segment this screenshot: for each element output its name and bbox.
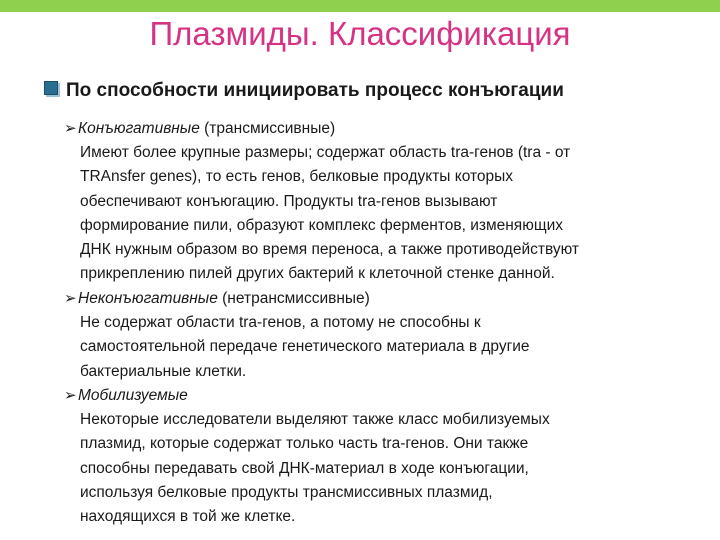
item-term: Конъюгативные <box>78 120 200 137</box>
section-heading-text: По способности инициировать процесс конъюгации <box>66 80 564 101</box>
item-paren: (нетрансмиссивные) <box>217 290 370 307</box>
item-text: Не содержат области tra-генов, а потому не способны к самостоятельной передаче генетического материала в другие бактериальные клетки. <box>80 314 530 380</box>
item-text: Некоторые исследователи выделяют также класс мобилизуемых плазмид, которые содержат только часть tra-генов. Они также способны передавать свой ДНК-материал в ходе конъюгации, используя белковые продукты трансмиссивных плазмид, находящихся в той же клетке. <box>80 411 550 526</box>
item-term: Мобилизуемые <box>78 387 188 404</box>
arrow-bullet-icon: ➢ <box>64 387 77 404</box>
arrow-bullet-icon: ➢ <box>64 290 77 307</box>
item-paren: (трансмиссивные) <box>199 120 336 137</box>
item-term: Неконъюгативные <box>78 290 218 307</box>
list-item-conjugative <box>64 117 704 286</box>
list-item-mobilizable <box>64 384 704 529</box>
arrow-bullet-icon: ➢ <box>64 120 77 137</box>
list-item-nonconjugative <box>64 287 704 384</box>
item-text: Имеют более крупные размеры; содержат область tra-генов (tra - от TRAnsfer genes), то есть генов, белковые продукты которых обеспечивают конъюгацию. Продукты tra-генов вызывают формирование пили, образуют комплекс ферментов, изменяющих ДНК нужным образом во время переноса, а также противодействуют прикреплению пилей других бактерий к клеточной стенке данной. <box>80 144 579 283</box>
square-bullet-icon <box>44 81 58 95</box>
slide-title: Плазмиды. Классификация <box>0 12 720 52</box>
section-heading <box>44 80 564 102</box>
